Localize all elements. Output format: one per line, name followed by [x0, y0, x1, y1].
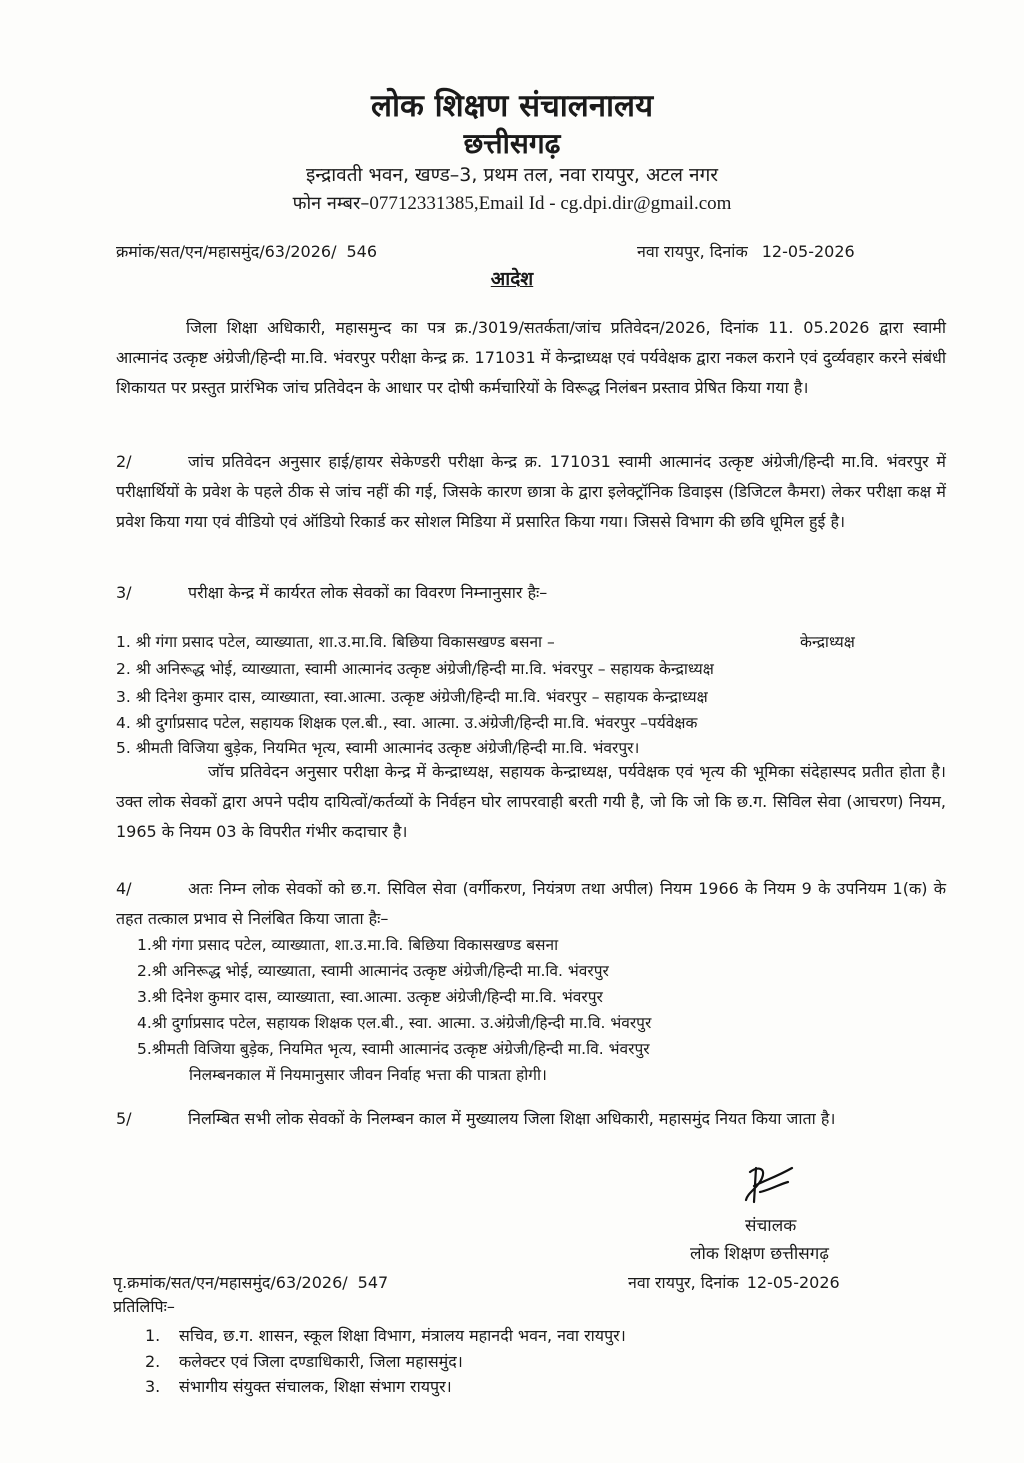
contact-line: [0, 191, 1024, 215]
paragraph-4-text: अतः निम्न लोक सेवकों को छ.ग. सिविल सेवा (वर्गीकरण, नियंत्रण तथा अपील) नियम 1966 के नियम 9 के उपनियम 1(क) के तहत तत्काल प्रभाव से निलंबित किया जाता हैः–: [116, 879, 946, 928]
list-item: 3. श्री दिनेश कुमार दास, व्याख्याता, स्वा.आत्मा. उत्कृष्ट अंग्रेजी/हिन्दी मा.वि. भंवरपुर – सहायक केन्द्राध्यक्ष: [116, 688, 708, 706]
list-item: 1. सचिव, छ.ग. शासन, स्कूल शिक्षा विभाग, मंत्रालय महानदी भवन, नवा रायपुर।: [145, 1326, 626, 1345]
list-item: 5.श्रीमती विजिया बुड़ेक, नियमित भृत्य, स्वामी आत्मानंद उत्कृष्ट अंग्रेजी/हिन्दी मा.वि. भंवरपुर: [137, 1040, 650, 1058]
staff-role-1: केन्द्राध्यक्ष: [800, 633, 855, 651]
paragraph-3b: जॉच प्रतिवेदन अनुसार परीक्षा केन्द्र में केन्द्राध्यक्ष, सहायक केन्द्राध्यक्ष, पर्यवेक्षक एवं भृत्य की भूमिका संदेहास्पद प्रतीत होता है। उक्त लोक सेवकों द्वारा अपने पदीय दायित्वों/कर्तव्यों के निर्वहन घोर लापरवाही बरती गयी है, जो कि जो कि छ.ग. सिविल सेवा (आचरण) नियम, 1965 के नियम 03 के विपरीत गंभीर कदाचार है।: [116, 762, 946, 841]
order-date: [637, 240, 855, 262]
issuing-office-title: लोक शिक्षण संचालनालय: [370, 88, 654, 124]
state-name: छत्तीसगढ़: [463, 127, 561, 160]
paragraph-5-number: 5/: [116, 1109, 132, 1128]
paragraph-2: [116, 447, 946, 537]
list-item: 2. श्री अनिरूद्ध भोई, व्याख्याता, स्वामी आत्मानंद उत्कृष्ट अंग्रेजी/हिन्दी मा.वि. भंवरपुर – सहायक केन्द्राध्यक्ष: [116, 660, 714, 678]
paragraph-3-number: 3/: [116, 583, 132, 602]
list-item: 1.श्री गंगा प्रसाद पटेल, व्याख्याता, शा.उ.मा.वि. बिछिया विकासखण्ड बसना: [137, 936, 559, 954]
allowance-note: निलम्बनकाल में नियमानुसार जीवन निर्वाह भत्ता की पात्रता होगी।: [189, 1066, 547, 1084]
paragraph-5: [116, 1104, 946, 1134]
paragraph-5-text: निलम्बित सभी लोक सेवकों के निलम्बन काल में मुख्यालय जिला शिक्षा अधिकारी, महासमुंद नियत किया जाता है।: [188, 1109, 836, 1128]
list-item: 4.श्री दुर्गाप्रसाद पटेल, सहायक शिक्षक एल.बी., स्वा. आत्मा. उ.अंग्रेजी/हिन्दी मा.वि. भंवरपुर: [137, 1014, 652, 1032]
list-item: 5. श्रीमती विजिया बुड़ेक, नियमित भृत्य, स्वामी आत्मानंद उत्कृष्ट अंग्रेजी/हिन्दी मा.वि. भंवरपुर।: [116, 739, 640, 757]
list-item: 3. संभागीय संयुक्त संचालक, शिक्षा संभाग रायपुर।: [145, 1377, 452, 1396]
copy-reference-number: 547: [357, 1273, 389, 1292]
list-item: 3.श्री दिनेश कुमार दास, व्याख्याता, स्वा.आत्मा. उत्कृष्ट अंग्रेजी/हिन्दी मा.वि. भंवरपुर: [137, 988, 603, 1006]
copy-label: प्रतिलिपिः–: [113, 1297, 175, 1316]
place-date-label: नवा रायपुर, दिनांक: [637, 242, 748, 261]
list-item: 2.श्री अनिरूद्ध भोई, व्याख्याता, स्वामी आत्मानंद उत्कृष्ट अंग्रेजी/हिन्दी मा.वि. भंवरपुर: [137, 962, 609, 980]
paragraph-1: जिला शिक्षा अधिकारी, महासमुन्द का पत्र क्र./3019/सतर्कता/जांच प्रतिवेदन/2026, दिनांक 11. 05.2026 द्वारा स्वामी आत्मानंद उत्कृष्ट अंग्रेजी/हिन्दी मा.वि. भंवरपुर परीक्षा केन्द्र क्र. 171031 में केन्द्राध्यक्ष एवं पर्यवेक्षक द्वारा नकल कराने एवं दुर्व्यवहार करने संबंधी शिकायत पर प्रस्तुत प्रारंभिक जांच प्रतिवेदन के आधार पर दोषी कर्मचारियों के विरूद्ध निलंबन प्रस्ताव प्रेषित किया गया है।: [116, 318, 946, 397]
signatory-org: लोक शिक्षण छत्तीसगढ़: [690, 1244, 829, 1264]
paragraph-2-text: जांच प्रतिवेदन अनुसार हाई/हायर सेकेण्डरी परीक्षा केन्द्र क्र. 171031 स्वामी आत्मानंद उत्कृष्ट अंग्रेजी/हिन्दी मा.वि. भंवरपुर में परीक्षार्थियों के प्रवेश के पहले ठीक से जांच नहीं की गई, जिसके कारण छात्रा के द्वारा इलेक्ट्रॉनिक डिवाइस (डिजिटल कैमरा) लेकर परीक्षा कक्ष में प्रवेश किया गया एवं वीडियो एवं ऑडियो रिकार्ड कर सोशल मिडिया में प्रसारित किया गया। जिससे विभाग की छवि धूमिल हुई है।: [116, 452, 946, 531]
paragraph-4-number: 4/: [116, 879, 132, 898]
copy-date: [628, 1271, 840, 1293]
paragraph-3: [116, 578, 946, 608]
copy-reference-prefix: पृ.क्रमांक/सत/एन/महासमुंद/63/2026/: [113, 1273, 348, 1292]
order-reference: [116, 240, 377, 262]
list-item: 2. कलेक्टर एवं जिला दण्डाधिकारी, जिला महासमुंद।: [145, 1352, 463, 1371]
paragraph-2-number: 2/: [116, 452, 132, 471]
copy-date-value: 12-05-2026: [746, 1273, 840, 1292]
order-heading: आदेश: [490, 268, 534, 290]
paragraph-3-text: परीक्षा केन्द्र में कार्यरत लोक सेवकों का विवरण निम्नानुसार हैः–: [188, 583, 548, 602]
copy-reference: [113, 1271, 388, 1293]
signature-icon: [736, 1162, 796, 1208]
signatory-title: संचालक: [745, 1216, 797, 1236]
contact-prefix: फोन नम्बर–: [292, 193, 370, 214]
date-value: 12-05-2026: [761, 242, 855, 261]
paragraph-4: [116, 874, 946, 934]
reference-number: 546: [346, 242, 378, 261]
contact-detail: 07712331385,Email Id - cg.dpi.dir@gmail.com: [369, 193, 732, 214]
office-address: इन्द्रावती भवन, खण्ड–3, प्रथम तल, नवा रायपुर, अटल नगर: [305, 164, 719, 186]
copy-place-date-label: नवा रायपुर, दिनांक: [628, 1273, 739, 1292]
reference-prefix: क्रमांक/सत/एन/महासमुंद/63/2026/: [116, 242, 337, 261]
list-item: 4. श्री दुर्गाप्रसाद पटेल, सहायक शिक्षक एल.बी., स्वा. आत्मा. उ.अंग्रेजी/हिन्दी मा.वि. भंवरपुर –पर्यवेक्षक: [116, 714, 698, 732]
list-item: 1. श्री गंगा प्रसाद पटेल, व्याख्याता, शा.उ.मा.वि. बिछिया विकासखण्ड बसना –: [116, 633, 555, 651]
